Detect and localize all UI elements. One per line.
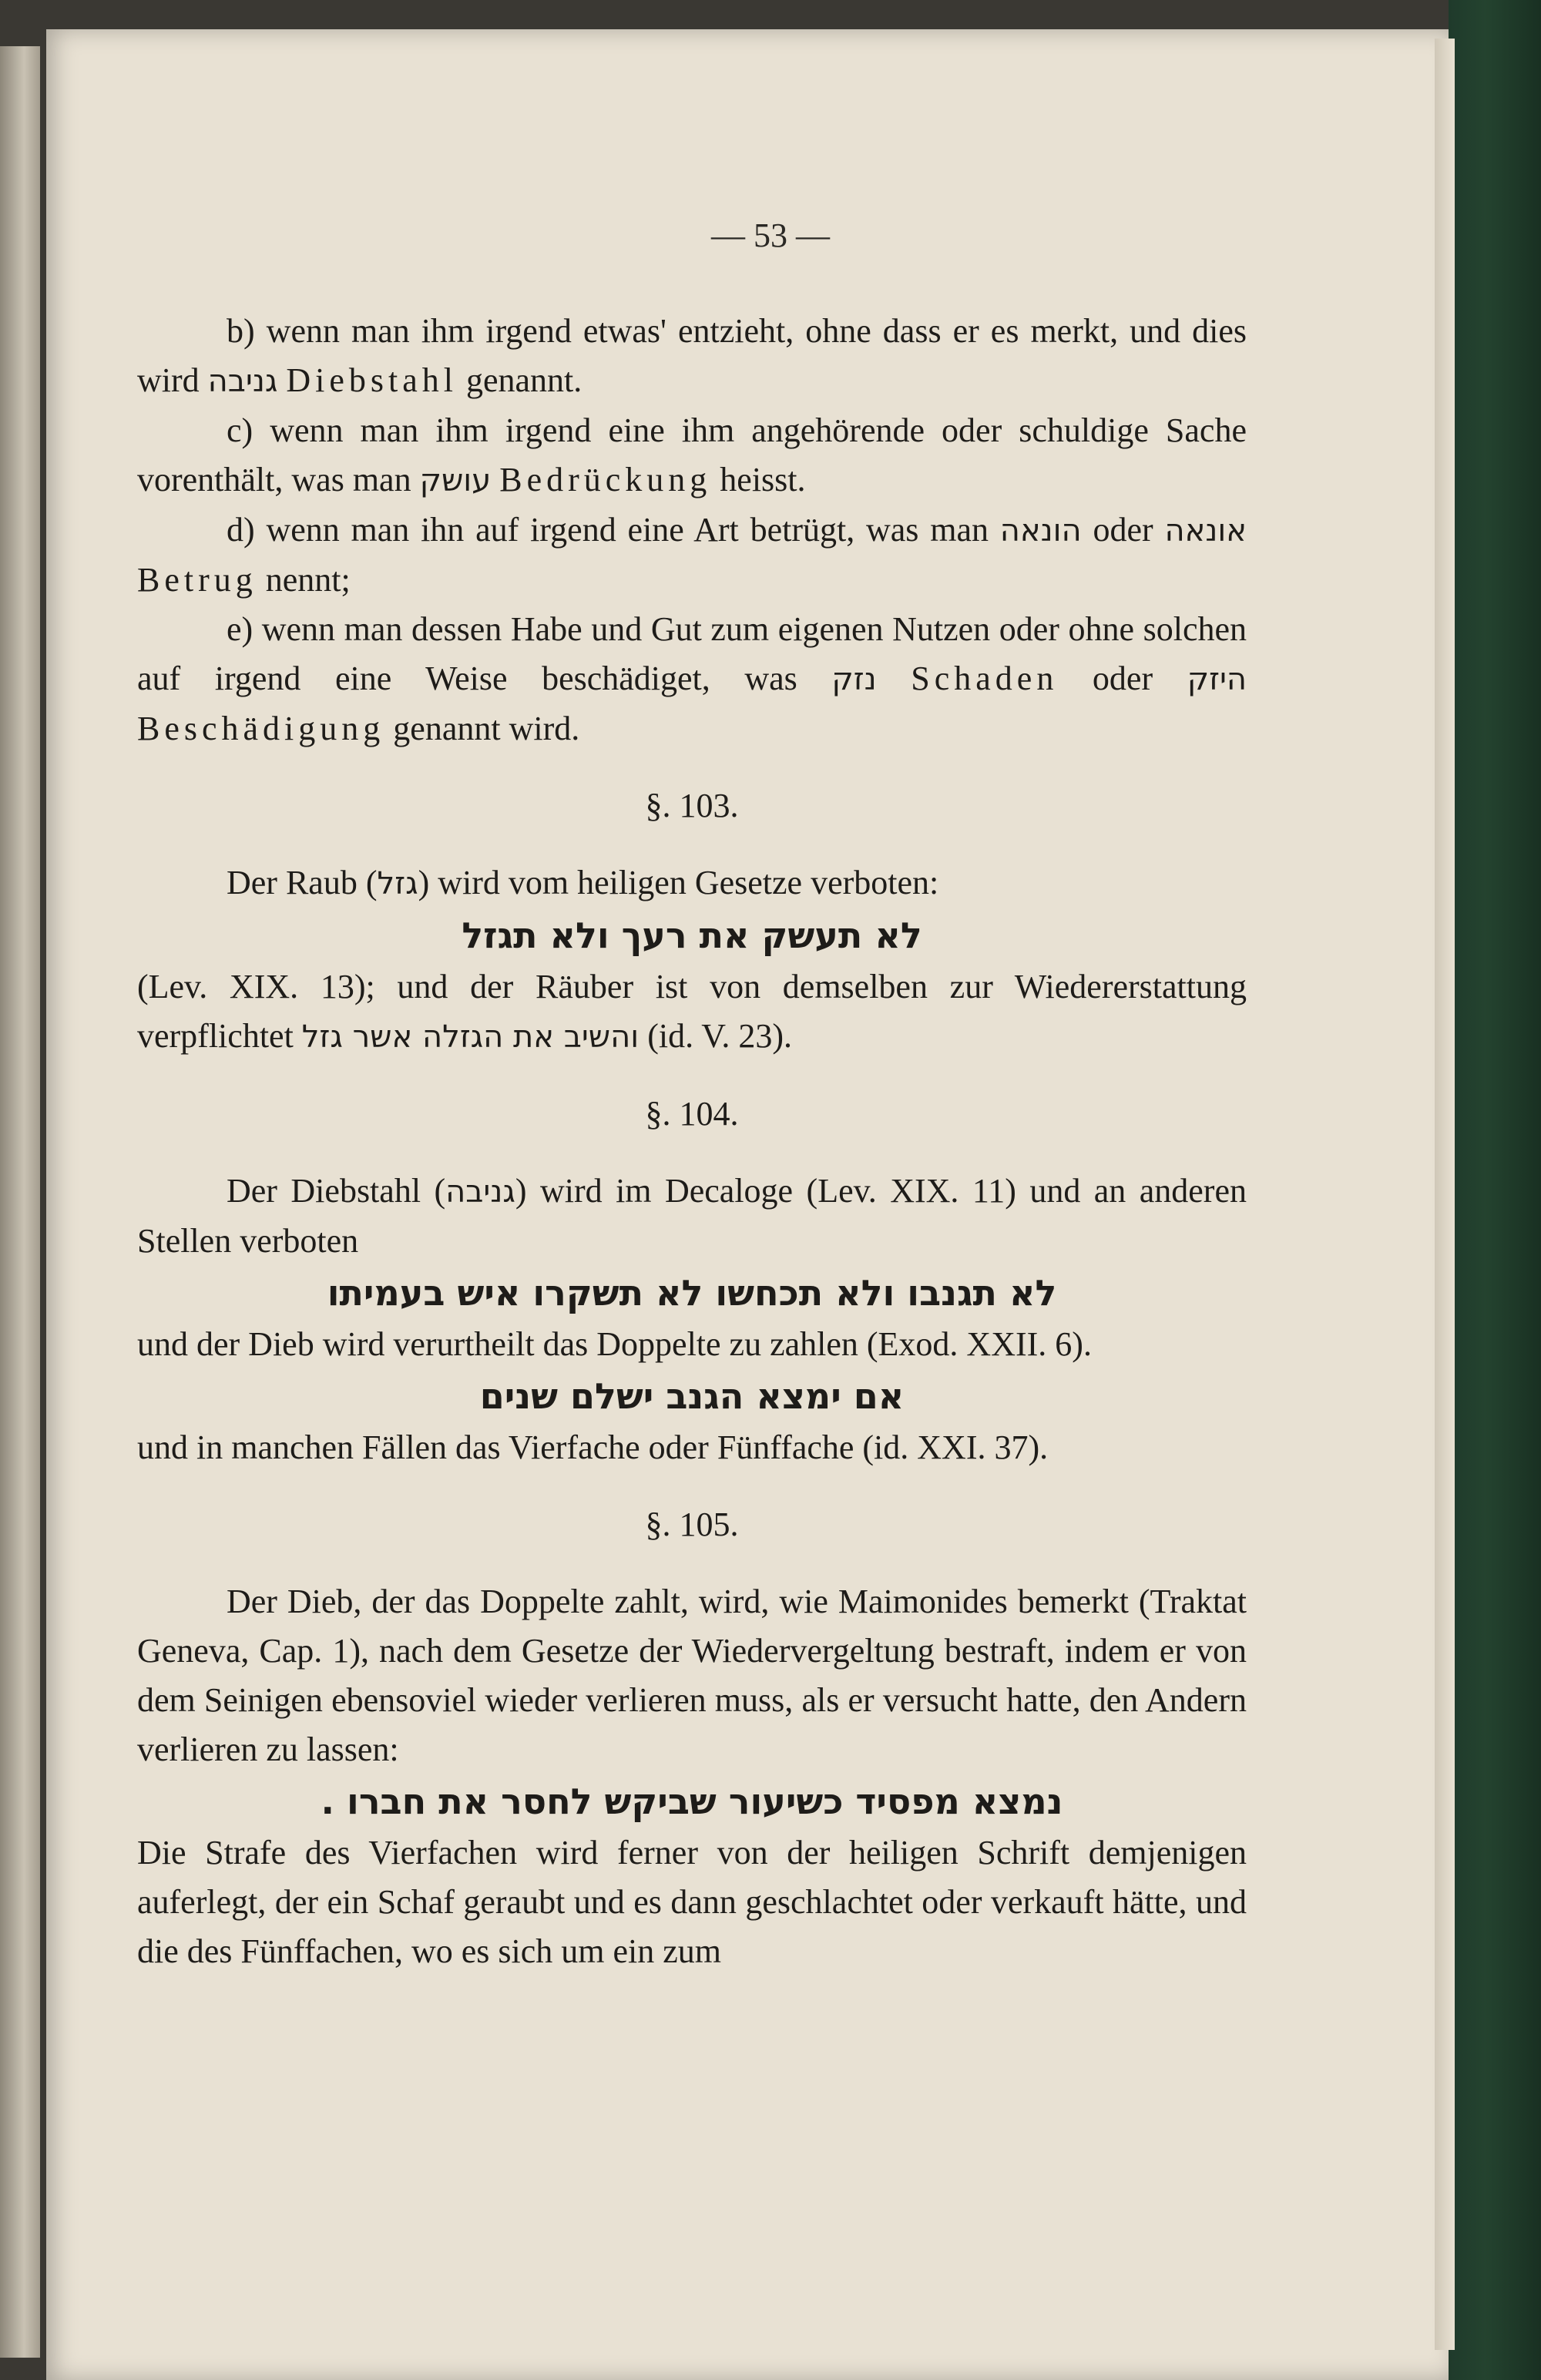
sec103-para-2: (Lev. XIX. 13); und der Räuber ist von demselben zur Wiedererstattung verpflichtet והשיב את הגזלה אשר גזל (id. V. 23). (137, 968, 1247, 1055)
sec104-para-2: und der Dieb wird verurtheilt das Doppelte zu zahlen (Exod. XXII. 6). (137, 1325, 1092, 1363)
item-d: d) wenn man ihn auf irgend eine Art betrügt, was man הונאה oder אונאה Betrug nennt; (137, 511, 1247, 599)
sec105-para-2: Die Strafe des Vierfachen wird ferner von der heiligen Schrift demjenigen auferlegt, der ein Schaf geraubt und es dann geschlachtet oder verkauft hätte, und die des Fünffachen, wo es sich um ein zum (137, 1834, 1247, 1970)
section-104-heading: §. 104. (645, 1095, 739, 1133)
sec103-para-1: Der Raub (גזל) wird vom heiligen Gesetze verboten: (227, 864, 939, 901)
sec104-para-3: und in manchen Fällen das Vierfache oder Fünffache (id. XXI. 37). (137, 1428, 1049, 1466)
main-text (137, 307, 1247, 1976)
item-b: b) wenn man ihm irgend etwas' entzieht, ohne dass er es merkt, und dies wird גניבה Diebstahl genannt. (137, 312, 1247, 399)
section-103-heading: §. 103. (645, 787, 739, 824)
item-c: c) wenn man ihm irgend eine ihm angehörende oder schuldige Sache vorenthält, was man עושק Bedrückung heisst. (137, 411, 1247, 498)
page-number: — 53 — (711, 217, 830, 254)
sec105-para-1: Der Dieb, der das Doppelte zahlt, wird, wie Maimonides bemerkt (Traktat Geneva, Cap. 1), nach dem Gesetze der Wiedervergeltung bestraft, indem er von dem Seinigen ebensoviel wieder verlieren muss, als er versucht hatte, den Andern verlieren zu lassen: (137, 1583, 1247, 1768)
left-page-edge (0, 46, 40, 2358)
section-105-heading: §. 105. (645, 1506, 739, 1543)
item-e: e) wenn man dessen Habe und Gut zum eigenen Nutzen oder ohne solchen auf irgend eine Weise beschädiget, was נזק Schaden oder היזק Beschädigung genannt wird. (137, 610, 1247, 747)
sec105-hebrew-quote: נמצא מפסיד כשיעור שביקש לחסר את חברו . (321, 1781, 1063, 1822)
sec103-hebrew-quote: לא תעשק את רעך ולא תגזל (462, 915, 922, 956)
sec104-hebrew-quote-1: לא תגנבו ולא תכחשו לא תשקרו איש בעמיתו (327, 1272, 1057, 1314)
page-edge-right (1435, 39, 1455, 2350)
sec104-para-1: Der Diebstahl (גניבה) wird im Decaloge (Lev. XIX. 11) und an anderen Stellen verboten (137, 1172, 1247, 1260)
sec104-hebrew-quote-2: אם ימצא הגנב ישלם שנים (479, 1375, 905, 1417)
book-cover (1449, 0, 1541, 2380)
